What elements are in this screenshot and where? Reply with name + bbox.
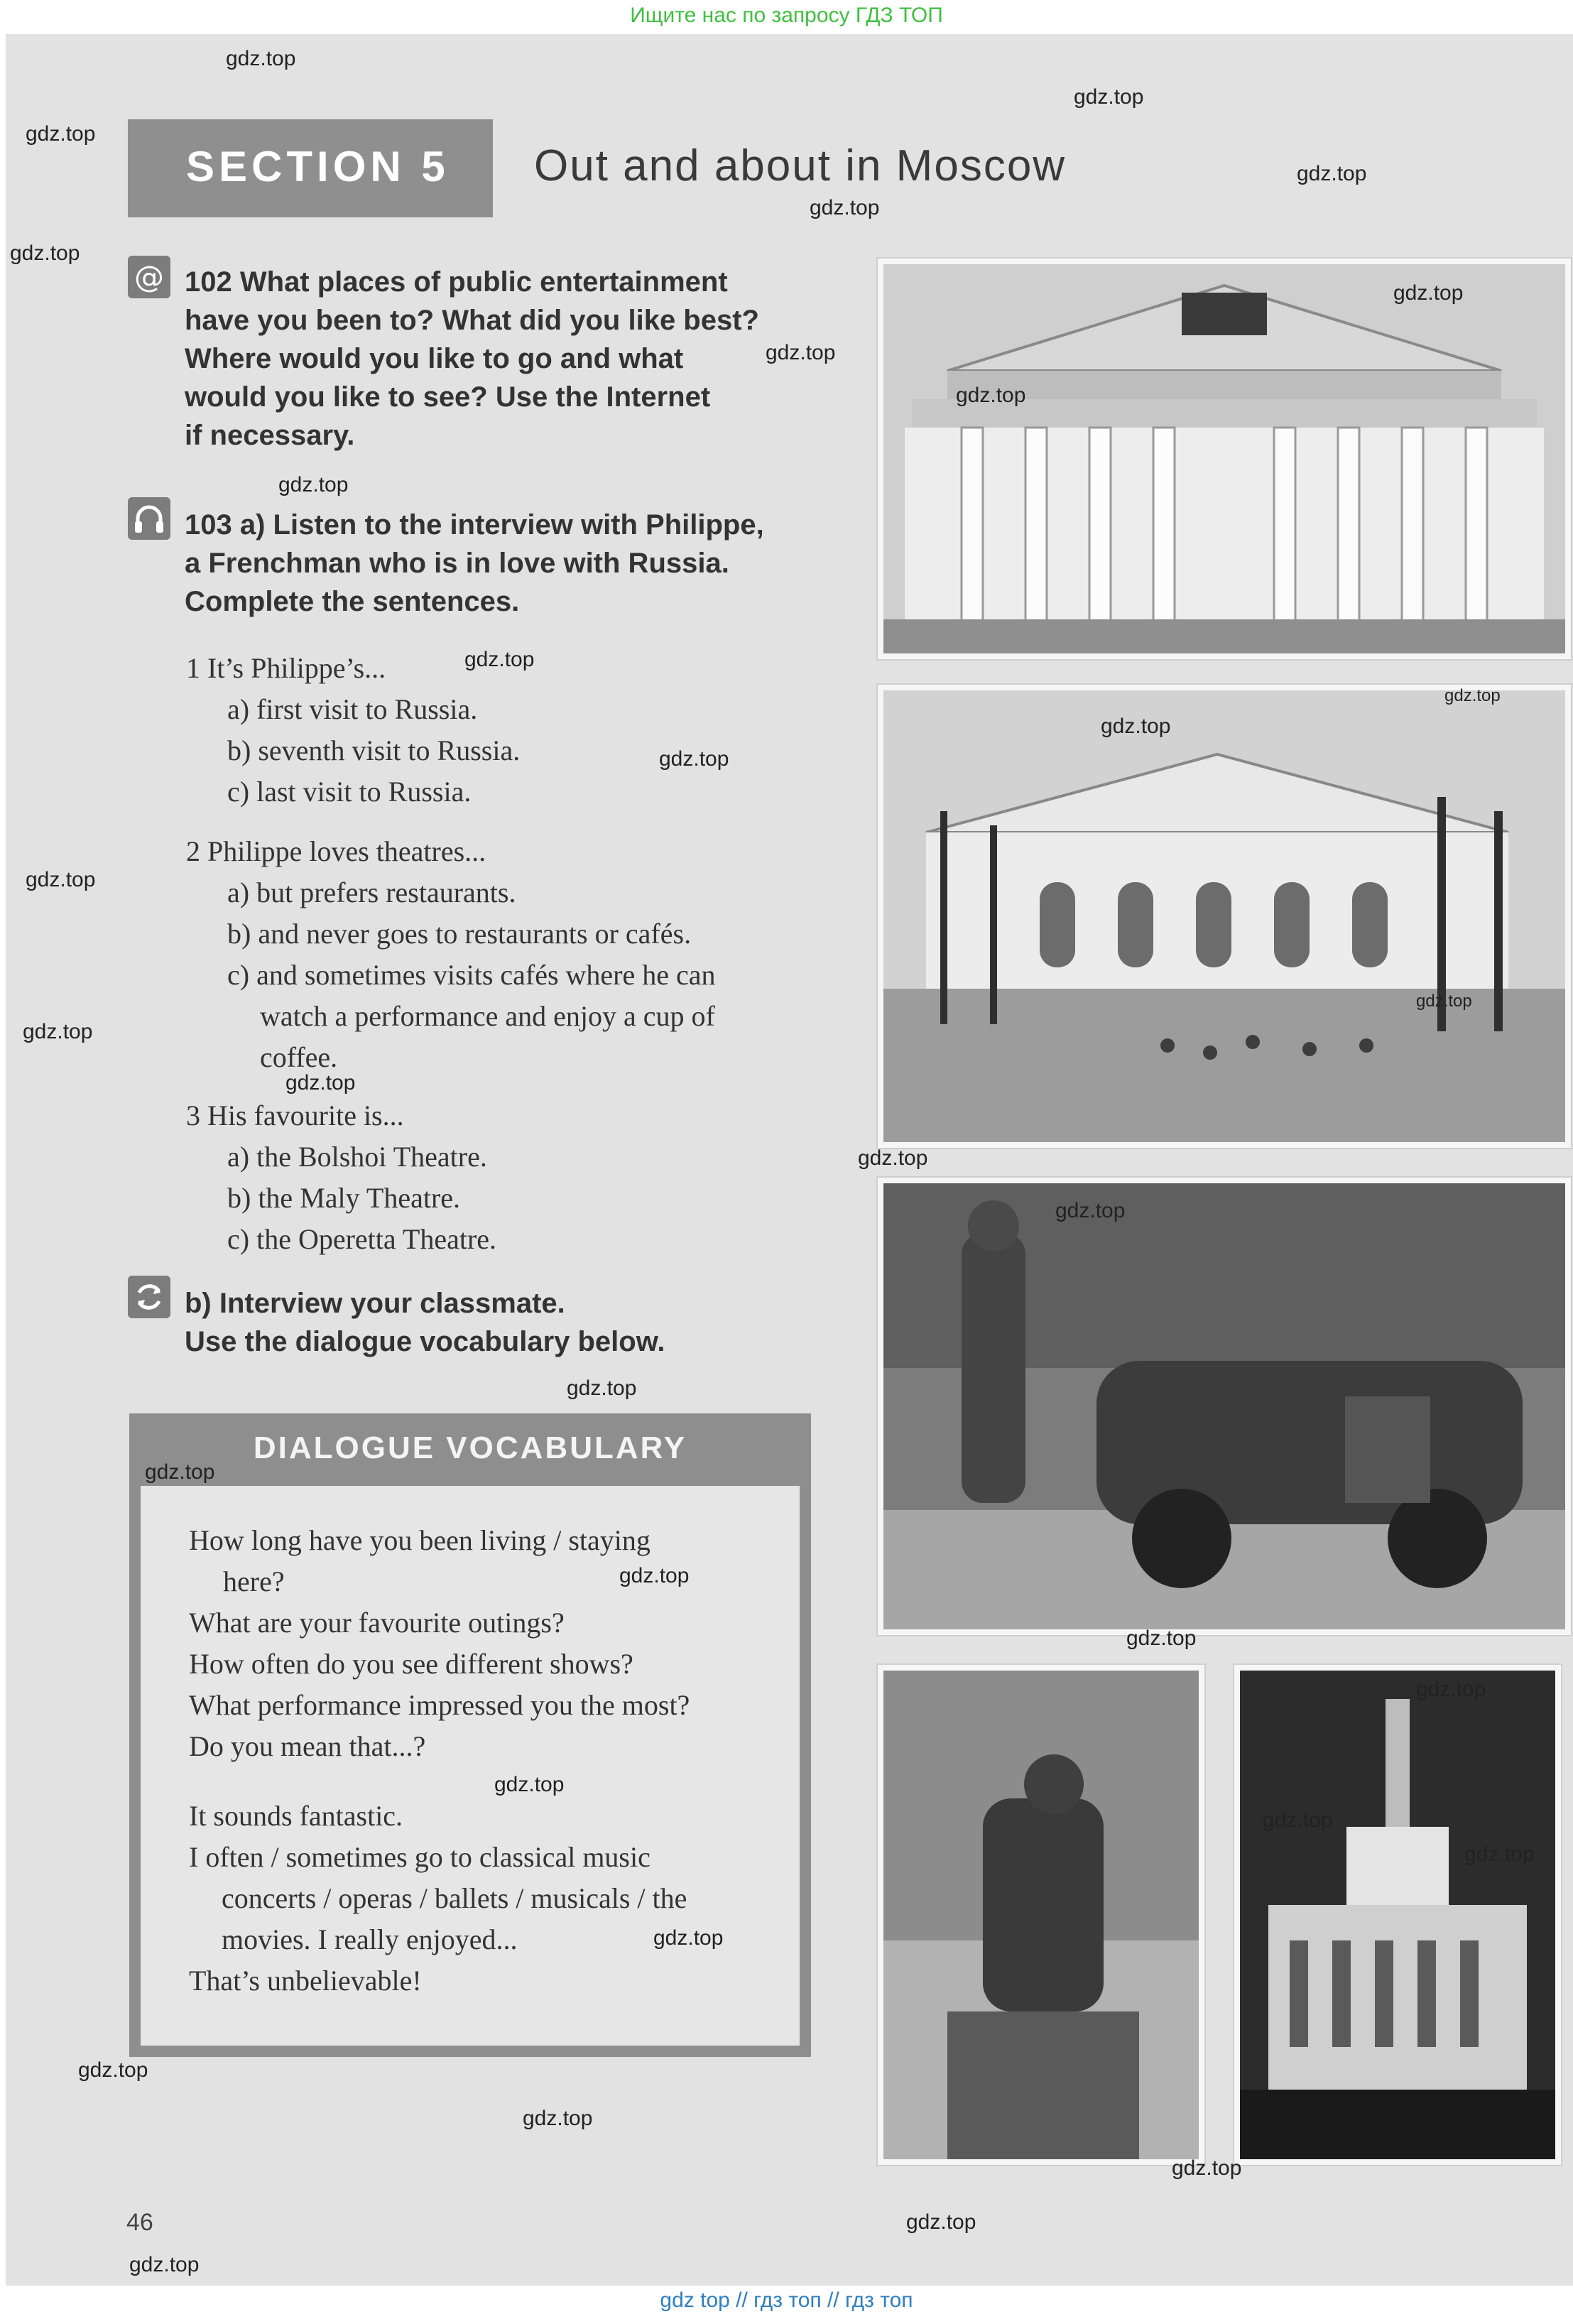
task-103-number: 103	[185, 509, 232, 541]
vocab-line: It sounds fantastic.	[189, 1800, 403, 1832]
pair-work-icon	[128, 1276, 170, 1318]
answer-option: a) but prefers restaurants.	[227, 876, 516, 908]
answer-option: a) first visit to Russia.	[227, 693, 478, 725]
answer-option: c) last visit to Russia.	[227, 776, 472, 808]
task-102-line: Where would you like to go and what	[185, 343, 684, 374]
watermark: gdz.top	[145, 1460, 215, 1484]
watermark: gdz.top	[659, 747, 729, 771]
watermark: gdz.top	[1444, 686, 1501, 705]
watermark: gdz.top	[906, 2210, 976, 2234]
vocab-line: movies. I really enjoyed...	[222, 1923, 518, 1955]
task-102-line: if necessary.	[185, 420, 355, 451]
footer-links[interactable]: gdz top // гдз топ // гдз топ	[660, 2288, 913, 2312]
watermark: gdz.top	[23, 1020, 93, 1043]
watermark: gdz.top	[1126, 1627, 1197, 1650]
answer-option: b) and never goes to restaurants or cafés.	[227, 918, 692, 950]
task-102-line: would you like to see? Use the Internet	[185, 381, 711, 413]
watermark: gdz.top	[1416, 1678, 1486, 1701]
answer-option: a) the Bolshoi Theatre.	[227, 1141, 487, 1173]
task-103-line: a Frenchman who is in love with Russia.	[185, 548, 729, 579]
question-stem: 2 Philippe loves theatres...	[186, 835, 486, 867]
vocab-line: concerts / operas / ballets / musicals / the	[222, 1882, 687, 1914]
task-103-line: Complete the sentences.	[185, 586, 520, 617]
watermark: gdz.top	[10, 241, 80, 265]
task-102	[185, 263, 795, 455]
photo-nikulin-monument	[878, 1178, 1571, 1635]
watermark: gdz.top	[1055, 1199, 1126, 1222]
watermark: gdz.top	[653, 1926, 724, 1950]
task-103	[185, 506, 810, 621]
watermark: gdz.top	[278, 473, 349, 496]
watermark: gdz.top	[78, 2058, 148, 2082]
vocab-line: here?	[223, 1565, 285, 1597]
watermark: gdz.top	[1393, 281, 1464, 305]
vocab-line: Do you mean that...?	[189, 1730, 426, 1762]
watermark: gdz.top	[226, 47, 296, 70]
vocab-line: What performance impressed you the most?	[189, 1689, 690, 1721]
watermark: gdz.top	[1172, 2156, 1242, 2180]
task-103-line: a) Listen to the interview with Philippe,	[239, 509, 764, 541]
answer-option: c) the Operetta Theatre.	[227, 1223, 497, 1255]
watermark: gdz.top	[1074, 85, 1144, 109]
watermark: gdz.top	[129, 2253, 200, 2276]
photo-manege-square	[878, 685, 1571, 1148]
task-102-number: 102	[185, 266, 232, 298]
page-number: 46	[126, 2209, 153, 2236]
watermark: gdz.top	[619, 1564, 690, 1587]
question-stem: 1 It’s Philippe’s...	[186, 652, 386, 684]
vocab-line: How long have you been living / staying	[189, 1524, 651, 1556]
page-title: Out and about in Moscow	[534, 141, 1067, 190]
vocabulary-title: DIALOGUE VOCABULARY	[253, 1430, 687, 1465]
watermark: gdz.top	[567, 1377, 637, 1400]
headphones-icon	[128, 497, 170, 540]
vocab-line: How often do you see different shows?	[189, 1648, 633, 1680]
watermark: gdz.top	[26, 122, 96, 146]
task-102-line: What places of public entertainment	[239, 266, 728, 298]
watermark: gdz.top	[494, 1773, 565, 1796]
answer-option-cont: coffee.	[260, 1041, 338, 1073]
answer-option: b) the Maly Theatre.	[227, 1182, 461, 1214]
watermark: gdz.top	[766, 341, 836, 364]
watermark: gdz.top	[1263, 1808, 1333, 1832]
task-103b-line: b) Interview your classmate.	[185, 1288, 565, 1319]
watermark: gdz.top	[1464, 1842, 1535, 1866]
photo-composer-monument	[878, 1665, 1204, 2165]
question-stem: 3 His favourite is...	[186, 1099, 404, 1131]
watermark: gdz.top	[285, 1071, 356, 1095]
watermark: gdz.top	[1416, 992, 1472, 1011]
watermark: gdz.top	[26, 868, 96, 891]
watermark: gdz.top	[956, 384, 1026, 407]
answer-option: c) and sometimes visits cafés where he can	[227, 959, 716, 991]
vocab-line: That’s unbelievable!	[189, 1965, 422, 1997]
task-102-line: have you been to? What did you like best?	[185, 305, 759, 336]
watermark: gdz.top	[810, 196, 880, 219]
task-103b	[185, 1284, 810, 1361]
top-banner[interactable]: Ищите нас по запросу ГДЗ ТОП	[630, 4, 943, 27]
at-icon: @	[128, 256, 170, 298]
watermark: gdz.top	[1297, 162, 1367, 185]
question-3	[186, 1095, 825, 1260]
vocab-line: I often / sometimes go to classical music	[189, 1841, 651, 1873]
answer-option-cont: watch a performance and enjoy a cup of	[260, 1000, 715, 1032]
vocab-line: What are your favourite outings?	[189, 1607, 565, 1639]
watermark: gdz.top	[523, 2107, 593, 2130]
section-label: SECTION 5	[186, 143, 450, 190]
answer-option: b) seventh visit to Russia.	[227, 734, 521, 766]
watermark: gdz.top	[858, 1146, 928, 1170]
task-103b-line: Use the dialogue vocabulary below.	[185, 1326, 665, 1357]
question-2	[186, 831, 825, 1078]
photo-vdnkh-pavilion	[1234, 1665, 1561, 2165]
watermark: gdz.top	[464, 648, 535, 671]
question-1	[186, 648, 825, 813]
watermark: gdz.top	[1101, 715, 1171, 738]
photo-bolshoi-theatre	[878, 259, 1571, 659]
